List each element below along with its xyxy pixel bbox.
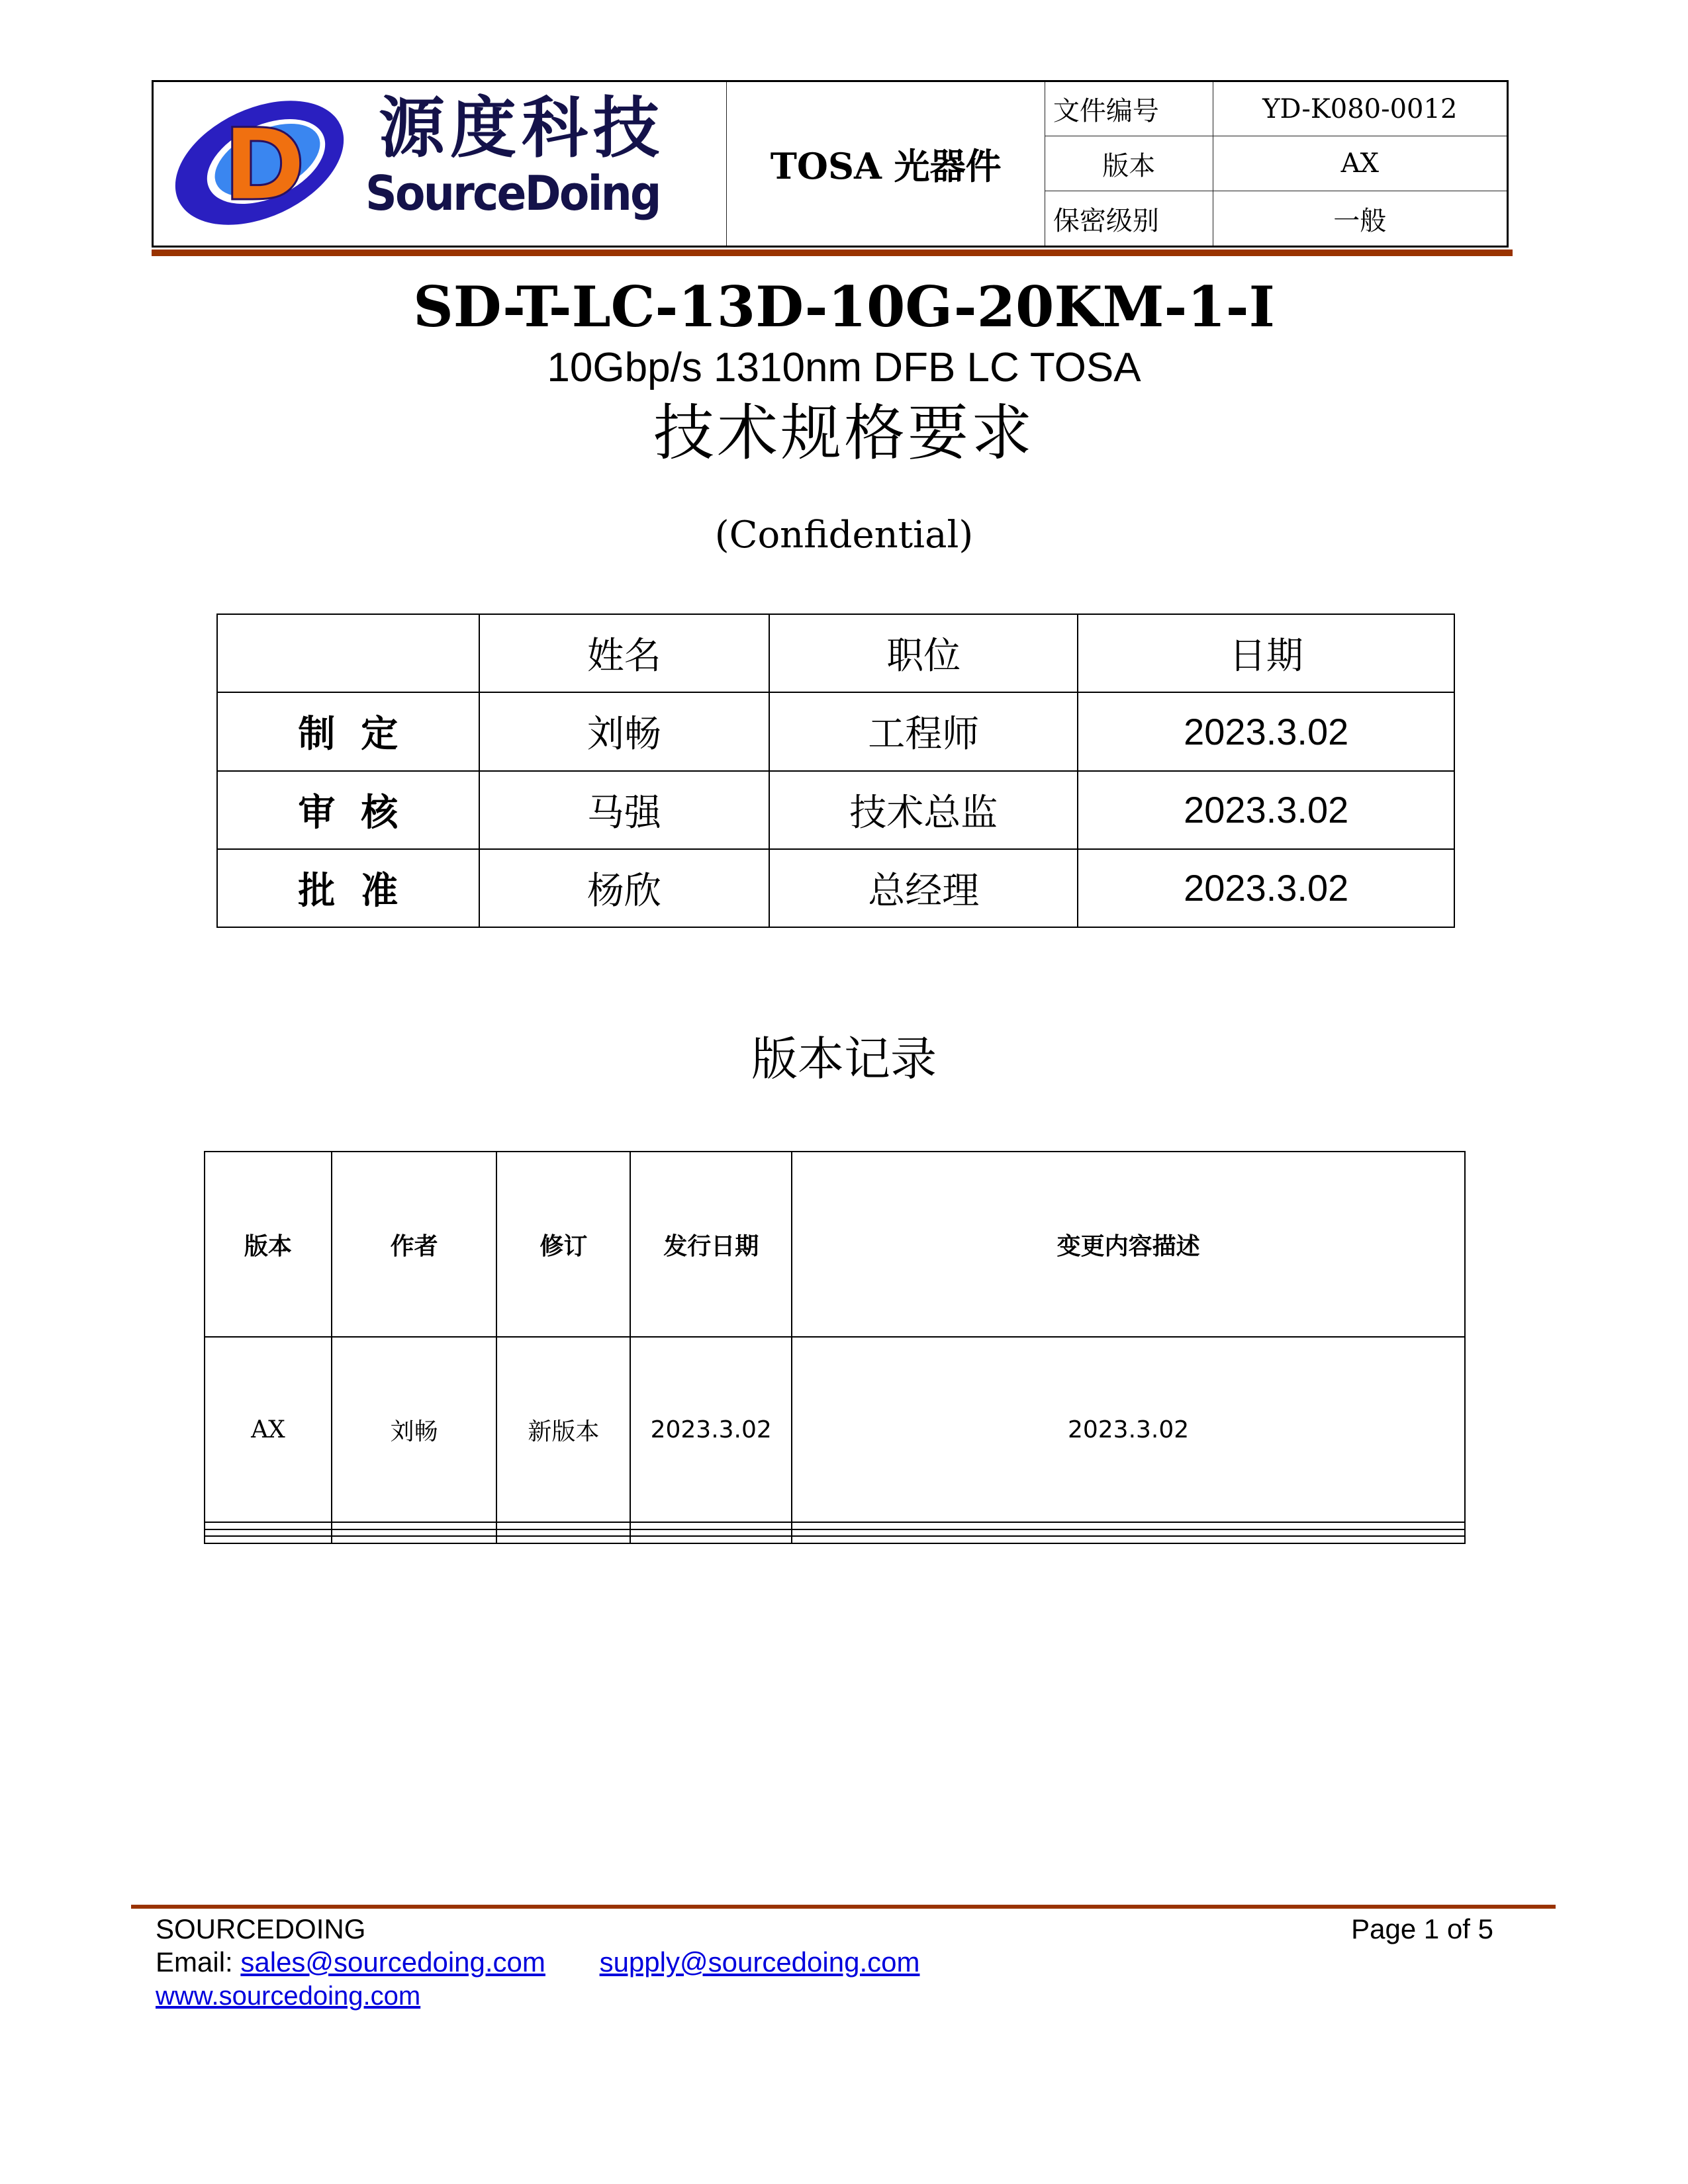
revision-title: 版本记录	[751, 1032, 937, 1086]
part-number: SD-T-LC-13D-10G-20KM-1-I	[413, 274, 1275, 340]
role-cell: 制 定	[217, 692, 479, 770]
field-value: 一般	[1213, 191, 1507, 247]
header-cell: 职位	[769, 614, 1078, 692]
table-row	[217, 692, 1454, 770]
role-cell: 批 准	[217, 849, 479, 927]
cell	[332, 1536, 497, 1543]
header-cell: 修订	[496, 1152, 630, 1337]
footer-website	[156, 1981, 420, 2011]
field-label: 版本	[1045, 136, 1213, 191]
header-cell: 姓名	[479, 614, 769, 692]
cell	[630, 1536, 792, 1543]
cell	[205, 1536, 332, 1543]
cell	[792, 1529, 1465, 1537]
position-cell: 总经理	[769, 849, 1078, 927]
cell	[792, 1536, 1465, 1543]
role-cell: 审 核	[217, 771, 479, 849]
cell: 2023.3.02	[792, 1337, 1465, 1522]
footer-company: SOURCEDOING	[156, 1913, 366, 1944]
header-table	[152, 80, 1509, 248]
cell	[205, 1522, 332, 1529]
cell: AX	[205, 1337, 332, 1522]
header-cell: 作者	[332, 1152, 497, 1337]
logo-cn: 源度科技	[379, 89, 665, 167]
name-cell: 马强	[479, 771, 769, 849]
website-link[interactable]: www.sourcedoing.com	[156, 1981, 421, 2011]
table-row	[205, 1536, 1465, 1543]
cell	[205, 1529, 332, 1537]
date-cell: 2023.3.02	[1078, 771, 1454, 849]
position-cell: 技术总监	[769, 771, 1078, 849]
subtitle: 10Gbp/s 1310nm DFB LC TOSA	[547, 345, 1141, 390]
logo	[153, 81, 727, 247]
field-label: 保密级别	[1045, 191, 1213, 247]
confidential: (Confidential)	[714, 514, 974, 557]
logo-mark-icon	[167, 90, 365, 236]
footer-email-line	[156, 1947, 919, 1978]
table-row	[217, 849, 1454, 927]
cell	[496, 1529, 630, 1537]
field-value: YD-K080-0012	[1213, 81, 1507, 136]
table-header-row	[217, 614, 1454, 692]
email-supply-link[interactable]: supply@sourcedoing.com	[599, 1946, 920, 1978]
header-cell	[217, 614, 479, 692]
header-rule	[152, 250, 1513, 256]
product-label: TOSA 光器件	[727, 81, 1045, 247]
cell	[630, 1522, 792, 1529]
date-cell: 2023.3.02	[1078, 849, 1454, 927]
table-row	[205, 1522, 1465, 1529]
header-cell: 版本	[205, 1152, 332, 1337]
cell	[792, 1522, 1465, 1529]
svg-text:D: D	[223, 108, 306, 223]
cell	[332, 1529, 497, 1537]
signoff-table	[216, 614, 1455, 928]
email-label: Email:	[156, 1946, 233, 1978]
header-cell: 变更内容描述	[792, 1152, 1465, 1337]
logo-en: SourceDoing	[365, 165, 660, 221]
cell	[630, 1529, 792, 1537]
table-row	[205, 1529, 1465, 1537]
cell: 2023.3.02	[630, 1337, 792, 1522]
name-cell: 杨欣	[479, 849, 769, 927]
field-value: AX	[1213, 136, 1507, 191]
field-label: 文件编号	[1045, 81, 1213, 136]
table-header-row	[205, 1152, 1465, 1337]
cell: 刘畅	[332, 1337, 497, 1522]
doc-type: 技术规格要求	[653, 398, 1035, 469]
revision-table	[204, 1151, 1466, 1544]
header-cell: 日期	[1078, 614, 1454, 692]
name-cell: 刘畅	[479, 692, 769, 770]
position-cell: 工程师	[769, 692, 1078, 770]
table-row	[205, 1337, 1465, 1522]
cell	[496, 1522, 630, 1529]
footer-page: Page 1 of 5	[1351, 1913, 1493, 1944]
cell	[496, 1536, 630, 1543]
table-row	[217, 771, 1454, 849]
header-cell: 发行日期	[630, 1152, 792, 1337]
date-cell: 2023.3.02	[1078, 692, 1454, 770]
cell	[332, 1522, 497, 1529]
footer-rule	[131, 1905, 1556, 1909]
email-sales-link[interactable]: sales@sourcedoing.com	[240, 1946, 545, 1978]
cell: 新版本	[496, 1337, 630, 1522]
